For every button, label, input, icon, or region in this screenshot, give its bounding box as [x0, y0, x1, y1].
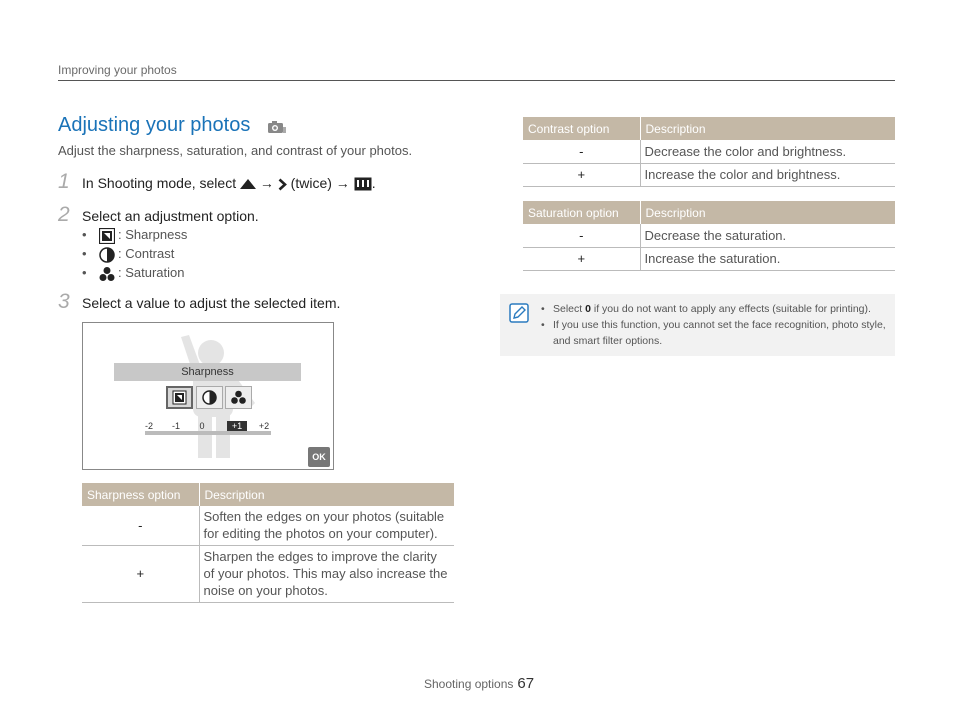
contrast-icon [99, 247, 115, 263]
ok-button[interactable]: OK [308, 447, 330, 467]
option-description: Sharpen the edges to improve the clarity of your photos. This may also increase the noise on your photos. [199, 545, 454, 602]
arrow: → [259, 175, 274, 191]
page-footer [424, 675, 534, 692]
option-value: - [523, 224, 640, 247]
table-row [82, 506, 454, 545]
column-header: Description [640, 117, 895, 140]
option-description: Decrease the saturation. [640, 224, 895, 247]
step-3-text: Select a value to adjust the selected item. [82, 295, 341, 311]
arrow: → [335, 175, 350, 191]
list-item: • Select 0 if you do not want to apply any effects (suitable for printing). [541, 301, 886, 317]
scale-tick: 0 [199, 421, 205, 431]
camera-screen-illustration [82, 322, 334, 470]
photo-adjust-icon [354, 177, 372, 191]
value-slider[interactable] [145, 431, 271, 435]
contrast-table [523, 117, 895, 187]
option-description: Increase the saturation. [640, 247, 895, 270]
footer-section: Shooting options [424, 677, 514, 691]
saturation-icon [99, 266, 115, 282]
option-value: - [523, 140, 640, 163]
saturation-icon [226, 387, 251, 408]
option-contrast-label: : Contrast [118, 246, 175, 261]
step-2-text: Select an adjustment option. [82, 208, 259, 224]
option-value: + [523, 163, 640, 186]
step-number: 1 [58, 170, 70, 193]
note-box [500, 294, 895, 356]
step-1-text: In Shooting mode, select [82, 175, 237, 191]
sharpness-icon [168, 388, 191, 407]
camera-mode-icon [268, 121, 286, 133]
page-number: 67 [517, 675, 535, 692]
option-sharpness-label: : Sharpness [118, 227, 188, 242]
header-rule [58, 80, 895, 81]
list-item: • If you use this function, you cannot set the face recognition, photo style, and smart filter options. [541, 317, 886, 349]
column-header: Contrast option [523, 117, 640, 140]
column-header: Description [640, 201, 895, 224]
page-title: Adjusting your photos [58, 114, 251, 136]
contrast-icon [197, 387, 222, 408]
lcd-contrast-button[interactable] [196, 386, 223, 409]
scale-tick-selected: +1 [227, 421, 247, 431]
triangle-up-icon [240, 179, 256, 189]
running-header: Improving your photos [58, 63, 177, 77]
column-header: Description [199, 483, 454, 506]
option-saturation-label: : Saturation [118, 265, 185, 280]
note-pencil-icon [509, 303, 529, 323]
step-number: 2 [58, 203, 70, 226]
column-header: Sharpness option [82, 483, 199, 506]
scale-tick: -1 [171, 421, 180, 431]
option-description: Decrease the color and brightness. [640, 140, 895, 163]
sharpness-icon [99, 228, 115, 244]
table-row [523, 140, 895, 163]
step-number: 3 [58, 290, 70, 313]
step-1-end: . [371, 175, 376, 191]
chevron-right-icon [278, 178, 287, 191]
table-row [523, 247, 895, 270]
table-row [523, 224, 895, 247]
sharpness-table [82, 483, 454, 603]
step-1-twice: (twice) [290, 175, 332, 191]
intro-text: Adjust the sharpness, saturation, and contrast of your photos. [58, 143, 413, 158]
option-value: + [523, 247, 640, 270]
option-value: - [82, 506, 199, 545]
scale-tick: +2 [258, 421, 270, 431]
option-description: Increase the color and brightness. [640, 163, 895, 186]
table-row [523, 163, 895, 186]
table-row [82, 545, 454, 602]
sharpness-bar: Sharpness [114, 363, 301, 381]
column-header: Saturation option [523, 201, 640, 224]
option-description: Soften the edges on your photos (suitable for editing the photos on your computer). [199, 506, 454, 545]
option-value: + [82, 545, 199, 602]
lcd-saturation-button[interactable] [225, 386, 252, 409]
scale-tick: -2 [144, 421, 153, 431]
saturation-table [523, 201, 895, 271]
lcd-sharpness-button[interactable] [166, 386, 193, 409]
